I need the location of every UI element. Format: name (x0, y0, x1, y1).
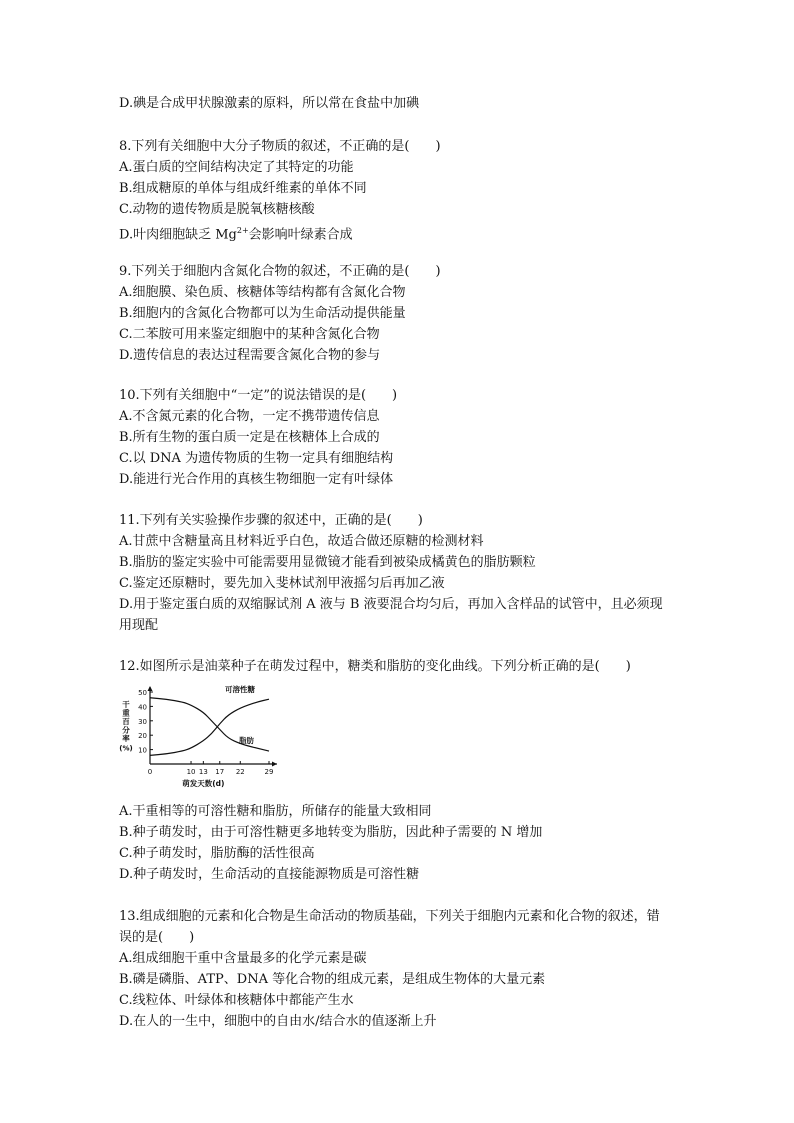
q11-stem: 11.下列有关实验操作步骤的叙述中，正确的是( ) (119, 513, 423, 528)
x-tick-label: 17 (215, 768, 225, 776)
q8-option-c: C.动物的遗传物质是脱氧核糖核酸 (119, 202, 315, 217)
seed-germination-chart (117, 684, 285, 798)
y-axis-label-unit: (%) (119, 744, 133, 753)
q13-option-a: A.组成细胞干重中含量最多的化学元素是碳 (119, 951, 367, 966)
q11-option-c: C.鉴定还原糖时，要先加入斐林试剂甲液摇匀后再加乙液 (119, 576, 445, 591)
y-axis-label-char: 分 (122, 725, 130, 735)
q12-option-c: C.种子萌发时，脂肪酶的活性很高 (119, 846, 315, 861)
q8-option-d-prefix: D.叶肉细胞缺乏 Mg (119, 227, 237, 243)
x-axis-arrow (272, 762, 277, 767)
q9-option-a: A.细胞膜、染色质、核糖体等结构都有含氮化合物 (119, 285, 406, 300)
x-axis-label: 萌发天数(d) (182, 779, 225, 788)
fat-label: 脂肪 (239, 736, 254, 746)
q13-option-d: D.在人的一生中，细胞中的自由水/结合水的值逐渐上升 (119, 1014, 437, 1029)
q10-option-d: D.能进行光合作用的真核生物细胞一定有叶绿体 (119, 472, 394, 487)
y-tick-label: 40 (138, 703, 147, 712)
q8-option-d-suffix: 会影响叶绿素合成 (248, 227, 353, 243)
q8-option-a: A.蛋白质的空间结构决定了其特定的功能 (119, 160, 354, 175)
q13-stem-line1: 13.组成细胞的元素和化合物是生命活动的物质基础，下列关于细胞内元素和化合物的叙述，错 (119, 909, 660, 924)
x-tick-label: 22 (235, 768, 245, 776)
y-axis-label-char: 干 (122, 700, 130, 709)
y-tick-label: 30 (138, 717, 147, 726)
q9-stem: 9.下列关于细胞内含氮化合物的叙述，不正确的是( ) (119, 264, 441, 279)
y-axis-label-char: 率 (122, 734, 130, 743)
q8-stem: 8.下列有关细胞中大分子物质的叙述，不正确的是( ) (119, 139, 441, 154)
q12-option-a: A.干重相等的可溶性糖和脂肪，所储存的能量大致相同 (119, 804, 432, 819)
q10-option-c: C.以 DNA 为遗传物质的生物一定具有细胞结构 (119, 451, 394, 466)
q9-option-c: C.二苯胺可用来鉴定细胞中的某种含氮化合物 (119, 327, 380, 342)
q11-option-d-line2: 用现配 (119, 618, 159, 633)
q8-option-d-superscript: 2+ (236, 226, 249, 235)
x-tick-label: 29 (264, 768, 274, 776)
x-tick-label: 13 (198, 768, 208, 776)
q10-option-b: B.所有生物的蛋白质一定是在核糖体上合成的 (119, 430, 380, 445)
y-axis-label-char: 重 (122, 708, 130, 718)
q11-option-b: B.脂肪的鉴定实验中可能需要用显微镜才能看到被染成橘黄色的脂肪颗粒 (119, 555, 536, 570)
q12-stem: 12.如图所示是油菜种子在萌发过程中，糖类和脂肪的变化曲线。下列分析正确的是( ) (119, 659, 631, 674)
q13-option-c: C.线粒体、叶绿体和核糖体中都能产生水 (119, 993, 354, 1008)
q11-option-a: A.甘蔗中含糖量高且材料近乎白色，故适合做还原糖的检测材料 (119, 534, 484, 549)
q13-option-b: B.磷是磷脂、ATP、DNA 等化合物的组成元素，是组成生物体的大量元素 (119, 972, 546, 987)
line-q7-d: D.碘是合成甲状腺激素的原料，所以常在食盐中加碘 (119, 96, 420, 111)
y-axis-arrow (148, 686, 153, 691)
chart-axes (148, 686, 278, 767)
q10-stem: 10.下列有关细胞中“一定”的说法错误的是( ) (119, 388, 398, 403)
y-tick-label: 10 (138, 746, 147, 755)
q8-option-b: B.组成糖原的单体与组成纤维素的单体不同 (119, 181, 367, 196)
x-tick-label: 0 (147, 768, 153, 776)
q13-stem-line2: 误的是( ) (119, 930, 195, 945)
y-axis-label-char: 百 (122, 717, 130, 726)
soluble-sugar-label: 可溶性糖 (225, 685, 255, 695)
x-tick-label: 10 (186, 768, 196, 776)
chart-ticks (138, 689, 273, 776)
q10-option-a: A.不含氮元素的化合物，一定不携带遗传信息 (119, 409, 380, 424)
chart-series (150, 698, 269, 756)
q12-option-d: D.种子萌发时，生命活动的直接能源物质是可溶性糖 (119, 867, 420, 882)
y-tick-label: 20 (138, 732, 147, 741)
q8-option-d (119, 221, 353, 245)
q12-option-b: B.种子萌发时，由于可溶性糖更多地转变为脂肪，因此种子需要的 N 增加 (119, 825, 543, 840)
q9-option-b: B.细胞内的含氮化合物都可以为生命活动提供能量 (119, 306, 406, 321)
q9-option-d: D.遗传信息的表达过程需要含氮化合物的参与 (119, 348, 381, 363)
q11-option-d-line1: D.用于鉴定蛋白质的双缩脲试剂 A 液与 B 液要混合均匀后，再加入含样品的试管中，且必须现 (119, 597, 663, 612)
y-tick-label: 50 (138, 689, 147, 697)
